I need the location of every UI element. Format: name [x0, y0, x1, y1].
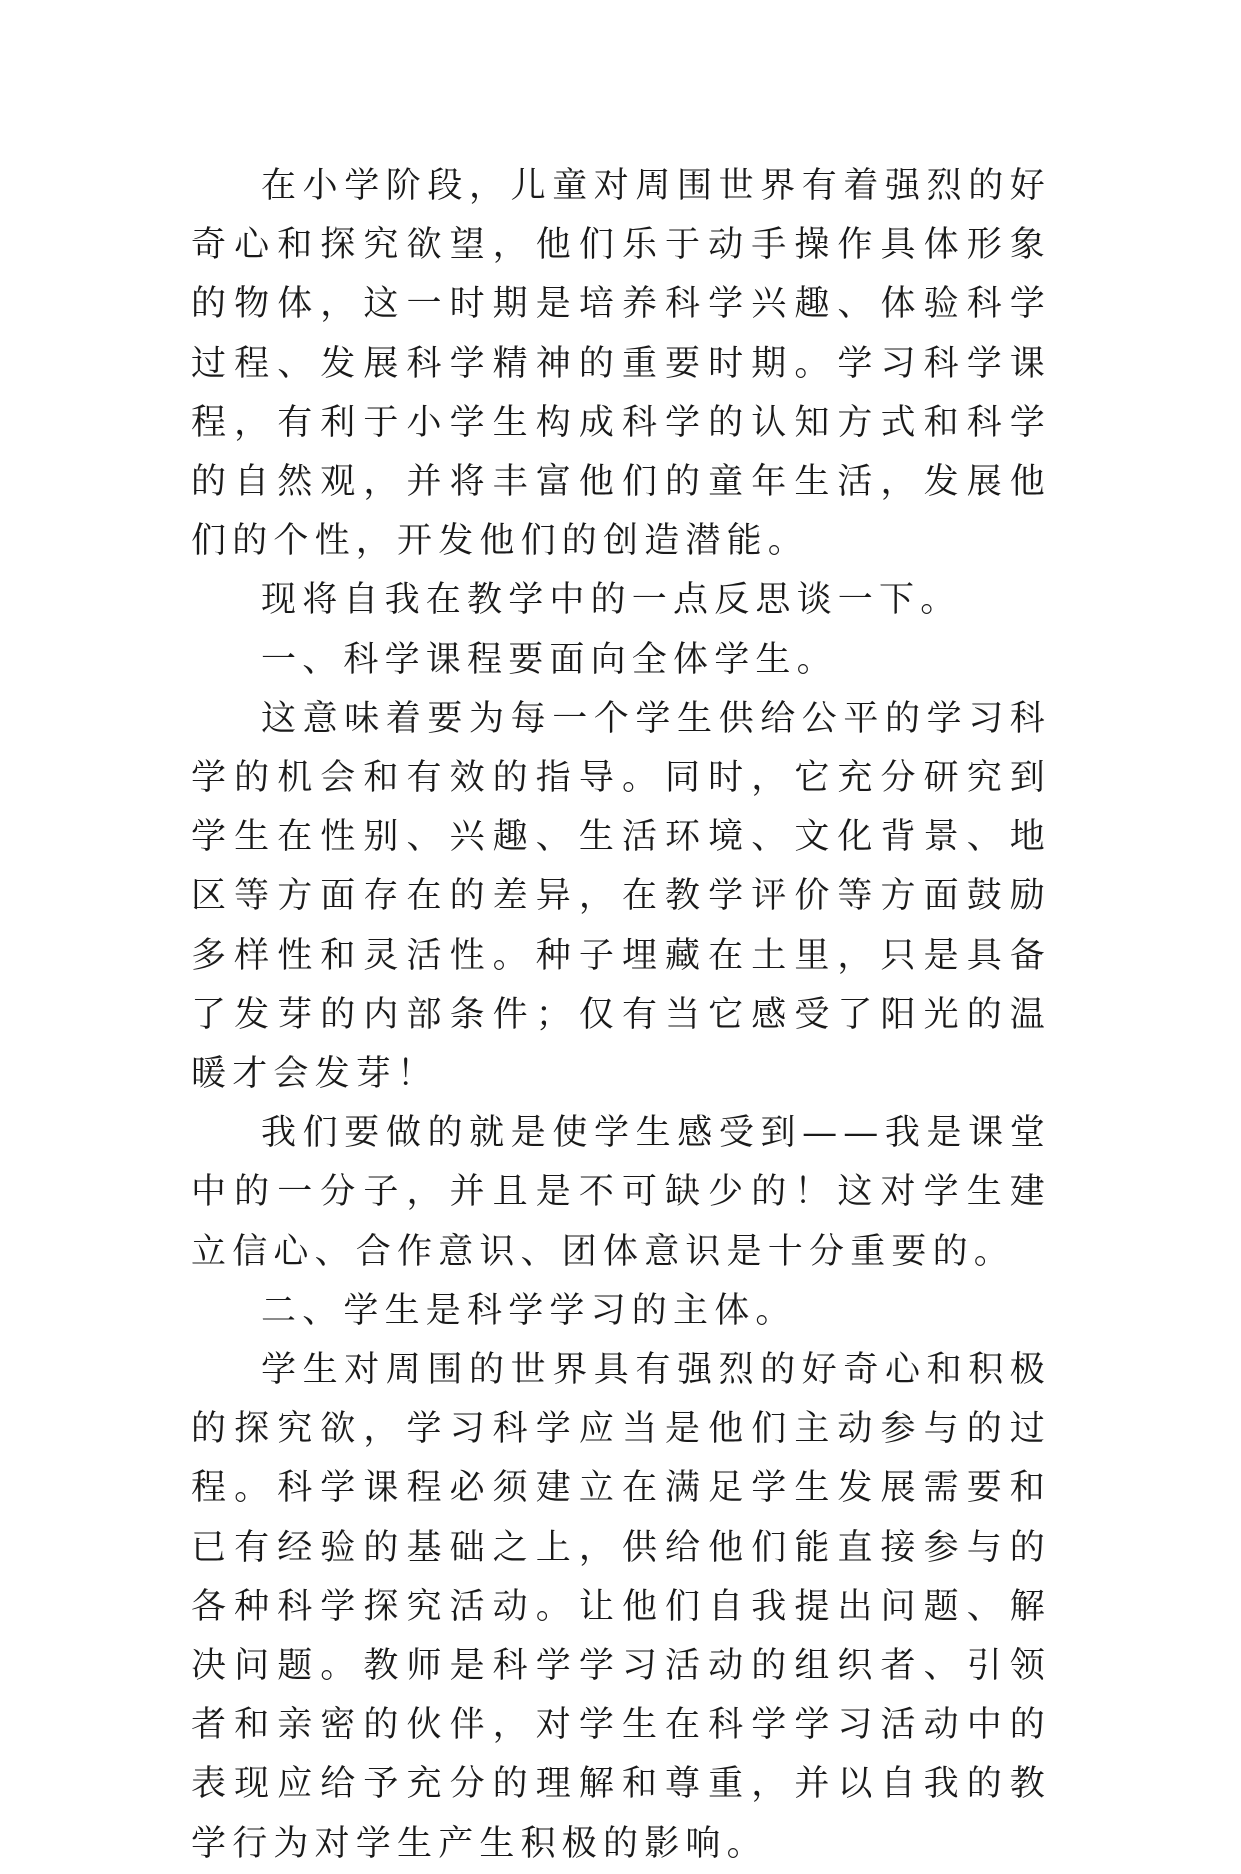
paragraph-section-1-body: 这意味着要为每一个学生供给公平的学习科学的机会和有效的指导。同时，它充分研究到学生在性别、兴趣、生活环境、文化背景、地区等方面存在的差异，在教学评价等方面鼓励多样性和灵活性。种子埋藏在土里，只是具备了发芽的内部条件；仅有当它感受了阳光的温暖才会发芽！ [191, 698, 1051, 1095]
section-heading-2: 二、学生是科学学习的主体。 [261, 1290, 797, 1331]
section-heading-1: 一、科学课程要面向全体学生。 [261, 639, 838, 680]
paragraph-section-2-body: 学生对周围的世界具有强烈的好奇心和积极的探究欲，学习科学应当是他们主动参与的过程。科学课程必须建立在满足学生发展需要和已有经验的基础之上，供给他们能直接参与的各种科学探究活动。让他们自我提出问题、解决问题。教师是科学学习活动的组织者、引领者和亲密的伙伴，对学生在科学学习活动中的表现应给予充分的理解和尊重，并以自我的教学行为对学生产生积极的影响。 [191, 1350, 1051, 1864]
paragraph-reflection-lead: 现将自我在教学中的一点反思谈一下。 [261, 580, 962, 621]
document-body [191, 157, 1051, 1874]
paragraph-section-1-note: 我们要做的就是使学生感受到——我是课堂中的一分子，并且是不可缺少的！这对学生建立信心、合作意识、团体意识是十分重要的。 [191, 1113, 1051, 1272]
paragraph-intro: 在小学阶段，儿童对周围世界有着强烈的好奇心和探究欲望，他们乐于动手操作具体形象的物体，这一时期是培养科学兴趣、体验科学过程、发展科学精神的重要时期。学习科学课程，有利于小学生构成科学的认知方式和科学的自然观，并将丰富他们的童年生活，发展他们的个性，开发他们的创造潜能。 [191, 166, 1051, 562]
